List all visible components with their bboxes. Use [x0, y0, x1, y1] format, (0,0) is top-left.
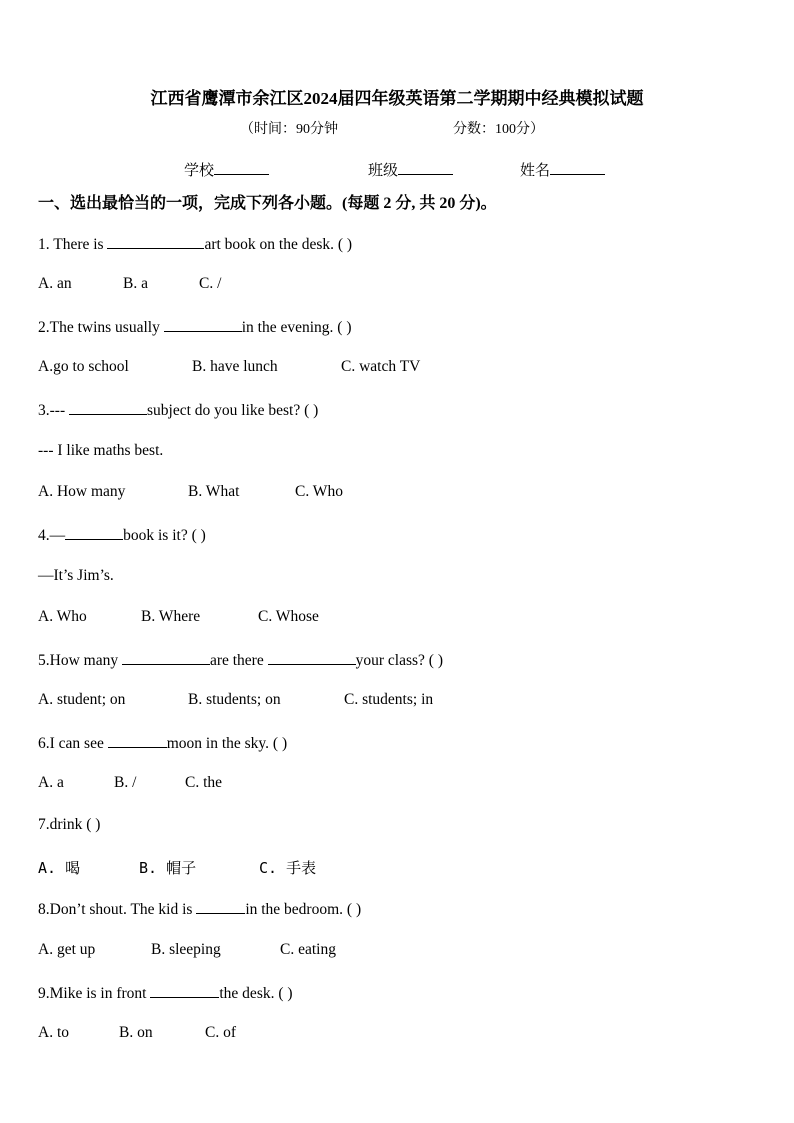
- question-2-text-end: in the evening. ( ): [241, 319, 352, 336]
- option-b: B. students; on: [188, 691, 281, 708]
- option-a: A.go to school: [38, 358, 129, 375]
- question-2-text: 2.The twins usually: [38, 319, 164, 336]
- option-c: C. Whose: [258, 608, 319, 625]
- option-b: B. What: [188, 483, 240, 500]
- question-9-text-end: the desk. ( ): [219, 985, 293, 1002]
- question-1-text-end: art book on the desk. ( ): [204, 236, 353, 253]
- question-4-options: [38, 608, 319, 626]
- school-field: [184, 159, 269, 180]
- exam-score: 分数：100分）: [453, 122, 544, 137]
- option-a: A. student; on: [38, 691, 126, 708]
- question-5: [38, 650, 443, 670]
- exam-title: 江西省鹰潭市余江区2024届四年级英语第二学期期中经典模拟试题: [150, 89, 644, 108]
- option-b: B. sleeping: [151, 941, 221, 958]
- question-1: [38, 234, 352, 254]
- option-a: A. an: [38, 275, 72, 292]
- question-2-options: [38, 358, 420, 376]
- option-a: A. 喝: [38, 859, 81, 877]
- question-3: [38, 400, 318, 420]
- option-c: C. watch TV: [341, 358, 421, 375]
- option-c: C. Who: [295, 483, 343, 500]
- answer-blank[interactable]: [150, 983, 219, 998]
- question-3-options: [38, 483, 343, 501]
- question-8-text: 8.Don’t shout. The kid is: [38, 901, 197, 918]
- option-b: B. have lunch: [192, 358, 278, 375]
- question-6-text-end: moon in the sky. ( ): [166, 735, 288, 752]
- answer-blank-1[interactable]: [122, 650, 210, 665]
- option-b: B. /: [114, 774, 137, 791]
- option-c: C. 手表: [259, 859, 317, 877]
- question-8-text-end: in the bedroom. ( ): [245, 901, 362, 918]
- option-a: A. Who: [38, 608, 87, 625]
- question-3-text: 3.---: [38, 402, 69, 419]
- question-3-text-end: subject do you like best? ( ): [147, 402, 319, 419]
- section-heading: 一、选出最恰当的一项，完成下列各小题。(每题 2 分, 共 20 分)。: [38, 195, 497, 212]
- option-b: B. on: [119, 1024, 153, 1041]
- answer-blank[interactable]: [196, 899, 245, 914]
- question-9-text: 9.Mike is in front: [38, 985, 151, 1002]
- class-field: [368, 159, 453, 180]
- question-9-options: [38, 1024, 236, 1042]
- question-5-options: [38, 691, 433, 709]
- option-b: B. Where: [141, 608, 201, 625]
- answer-blank[interactable]: [69, 400, 147, 415]
- option-b: B. 帽子: [139, 859, 197, 877]
- question-4-reply: —It’s Jim’s.: [38, 567, 114, 584]
- option-c: C. of: [205, 1024, 236, 1041]
- question-7: 7.drink ( ): [38, 816, 101, 833]
- option-a: A. get up: [38, 941, 96, 958]
- option-c: C. students; in: [344, 691, 434, 708]
- option-c: C. /: [199, 275, 222, 292]
- class-label: 班级: [368, 163, 399, 179]
- question-1-options: [38, 275, 221, 293]
- question-4-text-end: book is it? ( ): [123, 527, 206, 544]
- question-5-text-end: your class? ( ): [355, 652, 443, 669]
- answer-blank[interactable]: [108, 733, 167, 748]
- school-blank[interactable]: [214, 160, 269, 175]
- class-blank[interactable]: [398, 160, 453, 175]
- answer-blank[interactable]: [164, 317, 242, 332]
- question-6-text: 6.I can see: [38, 735, 108, 752]
- school-label: 学校: [184, 163, 215, 179]
- question-8: [38, 899, 361, 919]
- option-c: C. the: [185, 774, 223, 791]
- option-a: A. How many: [38, 483, 126, 500]
- name-label: 姓名: [520, 163, 551, 179]
- name-field: [520, 159, 605, 180]
- answer-blank-2[interactable]: [268, 650, 356, 665]
- question-6-options: [38, 774, 222, 792]
- answer-blank[interactable]: [65, 525, 123, 540]
- answer-blank[interactable]: [107, 234, 204, 249]
- option-b: B. a: [123, 275, 148, 292]
- question-2: [38, 317, 351, 337]
- question-5-text-mid: are there: [209, 652, 268, 669]
- option-a: A. to: [38, 1024, 69, 1041]
- question-4: [38, 525, 206, 545]
- question-9: [38, 983, 293, 1003]
- question-5-text: 5.How many: [38, 652, 122, 669]
- question-6: [38, 733, 287, 753]
- question-7-options: [38, 857, 316, 878]
- option-a: A. a: [38, 774, 64, 791]
- question-8-options: [38, 941, 336, 959]
- question-4-text: 4.—: [38, 527, 66, 544]
- question-3-reply: --- I like maths best.: [38, 442, 164, 459]
- name-blank[interactable]: [550, 160, 605, 175]
- option-c: C. eating: [280, 941, 336, 958]
- question-1-text: 1. There is: [38, 236, 108, 253]
- exam-time: （时间：90分钟: [240, 122, 338, 137]
